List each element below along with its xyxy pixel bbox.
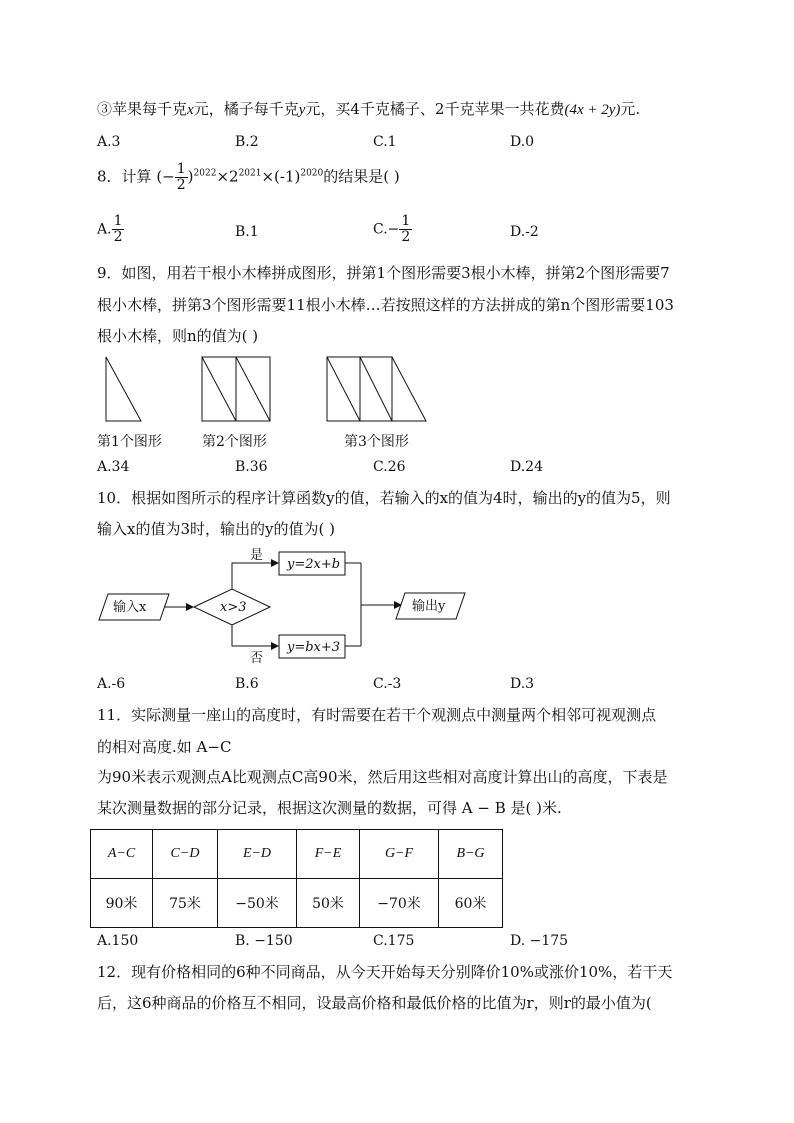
- q10-line-2: 输入x的值为3时，输出的y的值为( ): [97, 520, 335, 538]
- q11-option-c[interactable]: C.175: [373, 933, 415, 949]
- q8-option-c-label: C.−: [373, 221, 400, 238]
- no-label: 否: [250, 651, 264, 666]
- table-cell: 75米: [153, 879, 218, 928]
- q11-line-1: 11．实际测量一座山的高度时，有时需要在若干个观测点中测量两个相邻可视观测点: [97, 706, 657, 724]
- q11-line-3: 为90米表示观测点A比观测点C高90米，然后用这些相对高度计算出山的高度，下表是: [97, 768, 668, 786]
- frac-den: 2: [401, 229, 411, 245]
- q11-line-4: 某次测量数据的部分记录，根据这次测量的数据，可得 A − B 是( )米.: [97, 799, 562, 817]
- q11-table: [90, 829, 503, 928]
- q7-text: 元.: [620, 100, 641, 118]
- fig3-caption: 第3个图形: [344, 434, 409, 450]
- fig2-caption: 第2个图形: [202, 434, 267, 450]
- table-value-row: [91, 879, 503, 928]
- q7-option-c[interactable]: C.1: [373, 134, 397, 150]
- output-label: 输出y: [412, 599, 446, 614]
- q7-option-a[interactable]: A.3: [97, 134, 121, 150]
- no-arrow: [232, 625, 278, 646]
- condition-label: x>3: [220, 600, 247, 615]
- q8-exp: 2022: [193, 168, 217, 179]
- table-header-cell: B−G: [439, 830, 503, 879]
- q8-option-a[interactable]: [97, 214, 124, 245]
- q8-option-a-fraction: [112, 214, 125, 245]
- q8-frac-num: 1: [176, 161, 186, 177]
- q7-statement-3: [97, 98, 640, 119]
- q10-option-a[interactable]: A.-6: [97, 676, 126, 692]
- q8-exp: 2020: [300, 168, 324, 179]
- frac-den: 2: [113, 229, 123, 245]
- q9-line-2: 根小木棒，拼第3个图形需要11根小木棒…若按照这样的方法拼成的第n个图形需要103: [97, 296, 674, 314]
- q8-option-a-label: A.: [97, 221, 112, 238]
- q10-option-b[interactable]: B.6: [235, 676, 259, 692]
- q10-option-c[interactable]: C.-3: [373, 676, 402, 692]
- table-header-cell: F−E: [297, 830, 360, 879]
- yes-label: 是: [250, 548, 264, 563]
- q8-paren: (−: [156, 167, 175, 186]
- q10-line-1: 10．根据如图所示的程序计算函数y的值，若输入的x的值为4时，输出的y的值为5，则: [97, 489, 671, 507]
- q11-option-a[interactable]: A.150: [97, 933, 139, 949]
- q12-line-1: 12．现有价格相同的6种不同商品，从今天开始每天分别降价10%或涨价10%，若干天: [97, 963, 673, 981]
- table-cell: −70米: [360, 879, 439, 928]
- q9-option-a[interactable]: A.34: [97, 459, 130, 475]
- q10-flowchart: [0, 540, 794, 670]
- formula-no: y=bx+3: [287, 640, 341, 655]
- q7-text: 元，买4千克橘子、2千克苹果一共花费: [305, 100, 565, 118]
- q8-tail: 的结果是( ): [323, 167, 400, 186]
- fig3-d2: [360, 357, 392, 421]
- q8-term: ×2: [216, 167, 239, 186]
- fig1-triangle: [106, 357, 141, 421]
- q8-exp: 2021: [238, 168, 262, 179]
- table-cell: 90米: [91, 879, 153, 928]
- q11-line-2: 的相对高度.如 A−C: [97, 738, 232, 756]
- fig1-caption: 第1个图形: [97, 434, 162, 450]
- q7-option-d[interactable]: D.0: [510, 134, 535, 150]
- table-cell: −50米: [218, 879, 297, 928]
- fig2-diag2: [236, 357, 270, 421]
- q8-paren: ): [187, 167, 194, 186]
- table-header-cell: C−D: [153, 830, 218, 879]
- input-label: 输入x: [113, 600, 147, 615]
- q9-option-c[interactable]: C.26: [373, 459, 406, 475]
- q8-term: ×(-1): [261, 167, 301, 186]
- q11-option-b[interactable]: B. −150: [235, 933, 293, 949]
- q8-frac-den: 2: [176, 177, 186, 193]
- q12-line-2: 后，这6种商品的价格互不相同，设最高价格和最低价格的比值为r，则r的最小值为(: [97, 994, 652, 1012]
- q7-expression: (4x + 2y): [564, 102, 621, 118]
- q8-option-c[interactable]: [373, 214, 412, 245]
- q10-option-d[interactable]: D.3: [510, 676, 535, 692]
- q8-option-b[interactable]: B.1: [235, 224, 259, 240]
- q11-option-d[interactable]: D. −175: [510, 933, 569, 949]
- table-cell: 50米: [297, 879, 360, 928]
- q9-line-1: 9．如图，用若干根小木棒拼成图形，拼第1个图形需要3根小木棒，拼第2个图形需要7: [97, 264, 670, 282]
- var-x: x: [187, 102, 194, 118]
- q7-text: ③苹果每千克: [97, 100, 188, 118]
- q8-fraction: [175, 162, 188, 193]
- formula-yes: y=2x+b: [287, 557, 341, 572]
- q8-option-d[interactable]: D.-2: [510, 224, 539, 240]
- q9-option-d[interactable]: D.24: [510, 459, 543, 475]
- yes-arrow: [232, 563, 278, 589]
- table-header-cell: G−F: [360, 830, 439, 879]
- q7-text: 元，橘子每千克: [193, 100, 299, 118]
- q8-label: 8．计算: [97, 167, 152, 186]
- fig2-diag1: [202, 357, 236, 421]
- q8-question: [97, 162, 400, 193]
- q7-option-b[interactable]: B.2: [235, 134, 259, 150]
- frac-num: 1: [113, 213, 123, 229]
- q9-option-b[interactable]: B.36: [235, 459, 268, 475]
- frac-num: 1: [401, 213, 411, 229]
- table-header-cell: E−D: [218, 830, 297, 879]
- table-cell: 60米: [439, 879, 503, 928]
- q9-figure: [0, 350, 794, 430]
- var-y: y: [298, 102, 306, 118]
- q9-line-3: 根小木棒，则n的值为( ): [97, 327, 259, 345]
- table-header-row: [91, 830, 503, 879]
- table-header-cell: A−C: [91, 830, 153, 879]
- fig3-d1: [327, 357, 360, 421]
- q8-option-c-fraction: [399, 214, 412, 245]
